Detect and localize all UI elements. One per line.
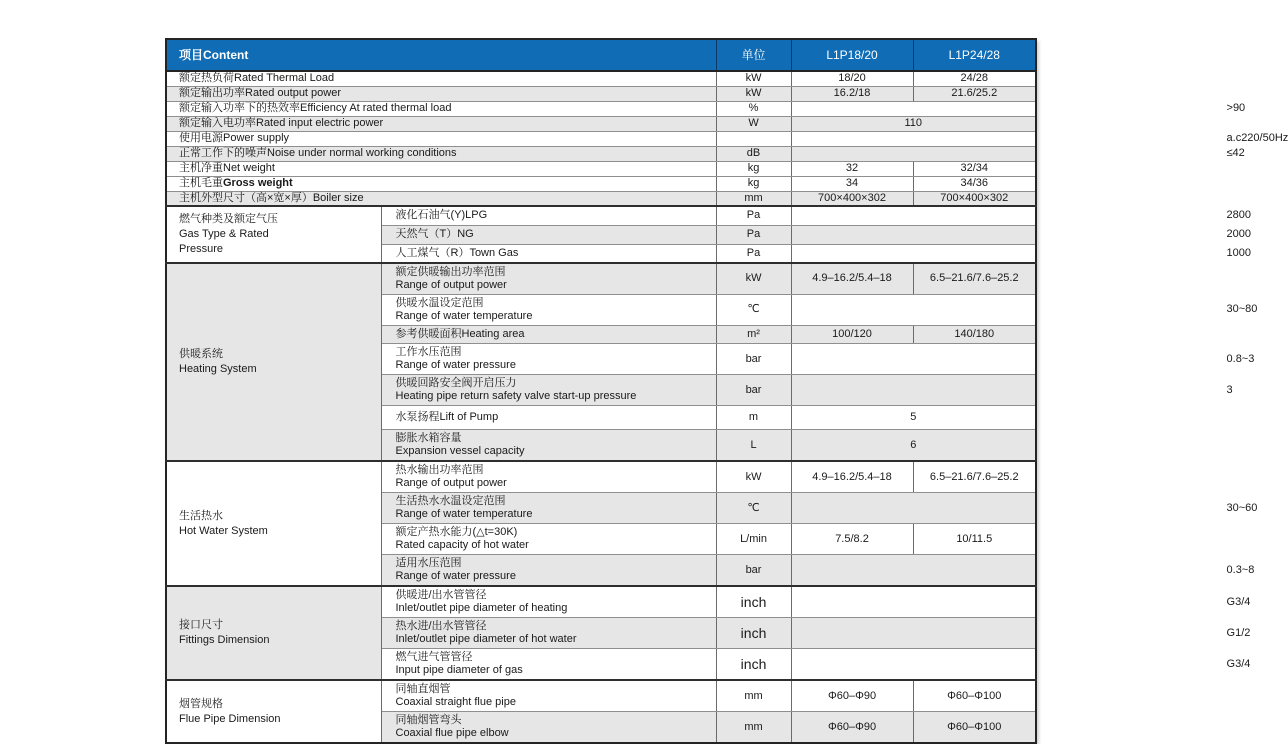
value-cell-model2: 21.6/25.2 bbox=[913, 86, 1036, 101]
unit-cell: Pa bbox=[716, 225, 791, 244]
label-cn: 燃气进气管管径 bbox=[395, 651, 473, 664]
sub-row-label: 液化石油气(Y)LPG bbox=[381, 206, 716, 225]
label-en: Heating pipe return safety valve start-up pressure bbox=[395, 390, 637, 403]
unit-cell: kg bbox=[716, 176, 791, 191]
unit-cell: mm bbox=[716, 680, 791, 712]
value-cell-merged: >90 bbox=[791, 101, 1036, 116]
unit-cell: bar bbox=[716, 344, 791, 375]
unit-cell: kW bbox=[716, 461, 791, 493]
label-en: Range of output power bbox=[395, 279, 507, 291]
value-cell-model1: Φ60–Φ90 bbox=[791, 680, 913, 712]
value-cell-merged: 5 bbox=[791, 406, 1036, 430]
label-en: Expansion vessel capacity bbox=[395, 445, 525, 458]
row-label: 正常工作下的噪声Noise under normal working conditions bbox=[166, 146, 716, 161]
value-cell-model1: 16.2/18 bbox=[791, 86, 913, 101]
unit-cell: bar bbox=[716, 555, 791, 587]
value-cell-model2: 140/180 bbox=[913, 326, 1036, 344]
label-cn: 供暖水温设定范围 bbox=[395, 297, 484, 309]
value-cell-model2: 34/36 bbox=[913, 176, 1036, 191]
col-header-model-l1p24-28: L1P24/28 bbox=[913, 39, 1036, 71]
row-label: 额定输入功率下的热效率Efficiency At rated thermal load bbox=[166, 101, 716, 116]
spec-row bbox=[166, 680, 1036, 712]
unit-cell: kW bbox=[716, 86, 791, 101]
label-cn: 主机毛重 bbox=[179, 176, 223, 189]
col-header-model-l1p18-20: L1P18/20 bbox=[791, 39, 913, 71]
label-cn: 供暖进/出水管管径 bbox=[395, 589, 487, 602]
value-cell-merged: 2800 bbox=[791, 206, 1036, 225]
value-cell-merged: 0.3~8 bbox=[791, 555, 1036, 587]
value-cell-model1: 34 bbox=[791, 176, 913, 191]
spec-row bbox=[166, 131, 1036, 146]
label-en: Inlet/outlet pipe diameter of heating bbox=[395, 602, 568, 615]
unit-cell: dB bbox=[716, 146, 791, 161]
value-cell-model1: 4.9–16.2/5.4–18 bbox=[791, 263, 913, 295]
row-label: 额定输出功率Rated output power bbox=[166, 86, 716, 101]
spec-row bbox=[166, 176, 1036, 191]
label-en: Range of water pressure bbox=[395, 359, 516, 372]
section-title-en2: Pressure bbox=[179, 243, 224, 255]
unit-cell: Pa bbox=[716, 206, 791, 225]
sub-row-label bbox=[381, 649, 716, 681]
unit-cell: ℃ bbox=[716, 295, 791, 326]
sub-row-label bbox=[381, 555, 716, 587]
section-title-gas-type bbox=[166, 206, 381, 263]
value-cell-model2: 24/28 bbox=[913, 71, 1036, 86]
spec-row bbox=[166, 86, 1036, 101]
unit-cell: L bbox=[716, 430, 791, 462]
unit-cell: bar bbox=[716, 375, 791, 406]
spec-row bbox=[166, 263, 1036, 295]
value-cell-model2: 6.5–21.6/7.6–25.2 bbox=[913, 263, 1036, 295]
value-cell-merged: 0.8~3 bbox=[791, 344, 1036, 375]
value-cell-model1: 32 bbox=[791, 161, 913, 176]
value-cell-merged: 30~60 bbox=[791, 493, 1036, 524]
spec-row bbox=[166, 161, 1036, 176]
spec-row bbox=[166, 191, 1036, 206]
value-cell-model1: 18/20 bbox=[791, 71, 913, 86]
label-en: Range of output power bbox=[395, 477, 507, 490]
row-label: 额定输入电功率Rated input electric power bbox=[166, 116, 716, 131]
value-cell-merged: 3 bbox=[791, 375, 1036, 406]
label-cn: 适用水压范围 bbox=[395, 557, 462, 570]
spec-row bbox=[166, 461, 1036, 493]
section-title-hot-water-system bbox=[166, 461, 381, 586]
section-title-en: Fittings Dimension bbox=[179, 634, 270, 647]
sub-row-label bbox=[381, 618, 716, 649]
unit-cell: inch bbox=[716, 618, 791, 649]
spec-row bbox=[166, 206, 1036, 225]
row-label: 主机外型尺寸（高×宽×厚）Boiler size bbox=[166, 191, 716, 206]
spec-row bbox=[166, 586, 1036, 618]
unit-cell: % bbox=[716, 101, 791, 116]
label-cn: 工作水压范围 bbox=[395, 346, 462, 359]
sub-row-label: 人工煤气（R）Town Gas bbox=[381, 244, 716, 263]
sub-row-label bbox=[381, 295, 716, 326]
section-title-en: Heating System bbox=[179, 363, 257, 376]
unit-cell: ℃ bbox=[716, 493, 791, 524]
value-cell-merged: 1000 bbox=[791, 244, 1036, 263]
value-cell-model2: 32/34 bbox=[913, 161, 1036, 176]
section-title-cn: 燃气种类及额定气压 bbox=[179, 213, 278, 225]
label-cn: 生活热水水温设定范围 bbox=[395, 495, 506, 508]
sub-row-label bbox=[381, 461, 716, 493]
spec-row bbox=[166, 101, 1036, 116]
sub-row-label: 参考供暖面积Heating area bbox=[381, 326, 716, 344]
sub-row-label bbox=[381, 712, 716, 744]
section-title-cn: 生活热水 bbox=[179, 509, 223, 522]
spec-table bbox=[165, 38, 1288, 744]
label-en: Inlet/outlet pipe diameter of hot water bbox=[395, 633, 577, 646]
section-title-fittings-dimension bbox=[166, 586, 381, 680]
unit-cell: L/min bbox=[716, 524, 791, 555]
row-label: 主机净重Net weight bbox=[166, 161, 716, 176]
section-title-flue-pipe-dimension bbox=[166, 680, 381, 743]
label-cn: 热水进/出水管管径 bbox=[395, 620, 487, 633]
sub-row-label: 水泵扬程Lift of Pump bbox=[381, 406, 716, 430]
value-cell-model2: 700×400×302 bbox=[913, 191, 1036, 206]
unit-cell bbox=[716, 131, 791, 146]
value-cell-model1: 7.5/8.2 bbox=[791, 524, 913, 555]
label-en: Gross weight bbox=[223, 176, 293, 189]
spec-row bbox=[166, 71, 1036, 86]
label-en: Coaxial flue pipe elbow bbox=[395, 727, 509, 740]
spec-row bbox=[166, 116, 1036, 131]
label-cn: 热水输出功率范围 bbox=[395, 464, 484, 477]
value-cell-model1: Φ60–Φ90 bbox=[791, 712, 913, 744]
sub-row-label bbox=[381, 680, 716, 712]
section-title-cn: 烟管规格 bbox=[179, 697, 223, 710]
sub-row-label bbox=[381, 430, 716, 462]
value-cell-model2: Φ60–Φ100 bbox=[913, 712, 1036, 744]
value-cell-model2: 10/11.5 bbox=[913, 524, 1036, 555]
sub-row-label bbox=[381, 524, 716, 555]
unit-cell: kW bbox=[716, 263, 791, 295]
unit-cell: inch bbox=[716, 586, 791, 618]
label-en: Rated capacity of hot water bbox=[395, 539, 529, 552]
value-cell-model2: 6.5–21.6/7.6–25.2 bbox=[913, 461, 1036, 493]
label-cn: 同轴烟管弯头 bbox=[395, 714, 462, 727]
unit-cell: Pa bbox=[716, 244, 791, 263]
value-cell-merged: 6 bbox=[791, 430, 1036, 462]
label-cn: 同轴直烟管 bbox=[395, 683, 451, 696]
sub-row-label bbox=[381, 263, 716, 295]
section-title-en: Gas Type & Rated bbox=[179, 228, 269, 240]
section-title-heating-system bbox=[166, 263, 381, 461]
label-cn: 膨胀水箱容量 bbox=[395, 432, 462, 445]
label-cn: 供暖回路安全阀开启压力 bbox=[395, 377, 517, 390]
spec-row bbox=[166, 146, 1036, 161]
unit-cell: W bbox=[716, 116, 791, 131]
value-cell-merged: ≤42 bbox=[791, 146, 1036, 161]
sub-row-label bbox=[381, 586, 716, 618]
label-en: Range of water pressure bbox=[395, 570, 516, 583]
section-title-cn: 接口尺寸 bbox=[179, 619, 223, 632]
value-cell-merged: G1/2 bbox=[791, 618, 1036, 649]
section-title-cn: 供暖系统 bbox=[179, 348, 223, 361]
label-cn: 额定产热水能力(△t=30K) bbox=[395, 526, 518, 539]
row-label bbox=[166, 176, 716, 191]
sub-row-label: 天然气（T）NG bbox=[381, 225, 716, 244]
sub-row-label bbox=[381, 375, 716, 406]
label-en: Coaxial straight flue pipe bbox=[395, 696, 516, 709]
label-en: Range of water temperature bbox=[395, 310, 533, 322]
unit-cell: kW bbox=[716, 71, 791, 86]
value-cell-merged: G3/4 bbox=[791, 649, 1036, 681]
sub-row-label bbox=[381, 344, 716, 375]
value-cell-merged: 30~80 bbox=[791, 295, 1036, 326]
unit-cell: mm bbox=[716, 712, 791, 744]
unit-cell: kg bbox=[716, 161, 791, 176]
col-header-unit: 单位 bbox=[716, 39, 791, 71]
section-title-en: Flue Pipe Dimension bbox=[179, 712, 281, 725]
table-header-row bbox=[166, 39, 1036, 71]
row-label: 使用电源Power supply bbox=[166, 131, 716, 146]
value-cell-model1: 700×400×302 bbox=[791, 191, 913, 206]
unit-cell: m bbox=[716, 406, 791, 430]
value-cell-merged: 2000 bbox=[791, 225, 1036, 244]
label-en: Range of water temperature bbox=[395, 508, 533, 521]
value-cell-merged: 110 bbox=[791, 116, 1036, 131]
unit-cell: mm bbox=[716, 191, 791, 206]
label-cn: 额定供暖输出功率范围 bbox=[395, 266, 506, 278]
row-label: 额定热负荷Rated Thermal Load bbox=[166, 71, 716, 86]
value-cell-merged: G3/4 bbox=[791, 586, 1036, 618]
value-cell-model1: 4.9–16.2/5.4–18 bbox=[791, 461, 913, 493]
value-cell-model1: 100/120 bbox=[791, 326, 913, 344]
col-header-content: 项目Content bbox=[166, 39, 716, 71]
unit-cell: m² bbox=[716, 326, 791, 344]
value-cell-model2: Φ60–Φ100 bbox=[913, 680, 1036, 712]
section-title-en: Hot Water System bbox=[179, 524, 268, 537]
sub-row-label bbox=[381, 493, 716, 524]
label-en: Input pipe diameter of gas bbox=[395, 664, 523, 677]
unit-cell: inch bbox=[716, 649, 791, 681]
value-cell-merged: a.c220/50Hz bbox=[791, 131, 1036, 146]
